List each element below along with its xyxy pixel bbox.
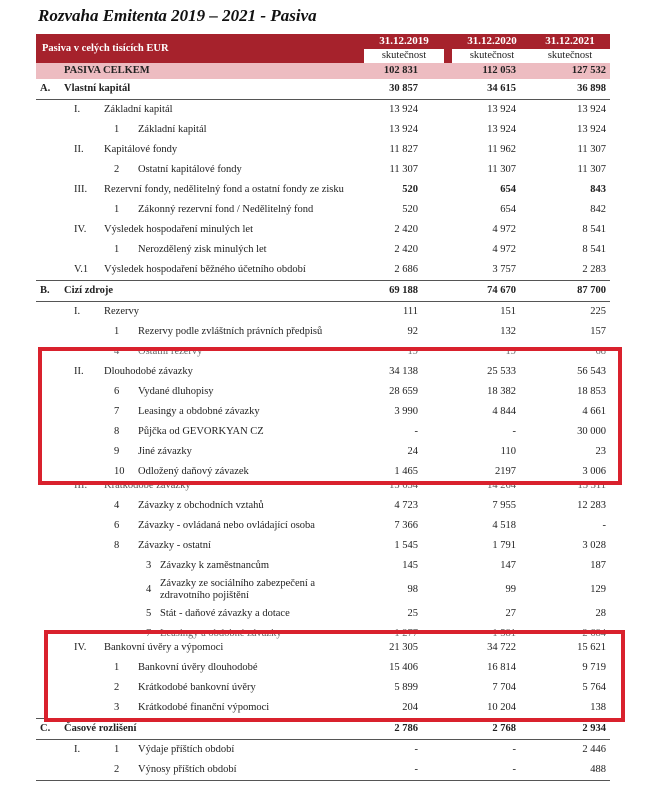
value-2020: 11 307 bbox=[487, 164, 516, 175]
table-row bbox=[36, 604, 610, 624]
value-2020: 4 518 bbox=[492, 520, 516, 531]
row-code: 1 bbox=[114, 662, 120, 673]
value-2021: 2 283 bbox=[582, 264, 606, 275]
header-date: 31.12.2020 bbox=[467, 35, 517, 47]
row-code: 4 bbox=[146, 584, 152, 595]
table-row bbox=[36, 220, 610, 240]
value-2019: 24 bbox=[407, 446, 418, 457]
value-2021: 127 532 bbox=[571, 65, 606, 76]
header-col-2019 bbox=[364, 34, 444, 63]
value-2020: 147 bbox=[500, 560, 516, 571]
row-code: 6 bbox=[114, 386, 120, 397]
value-2021: 36 898 bbox=[577, 83, 606, 94]
table-row bbox=[36, 740, 610, 760]
row-name: Výsledek hospodaření minulých let bbox=[104, 224, 254, 235]
row-code: 1 bbox=[114, 204, 120, 215]
value-2019: 520 bbox=[402, 204, 418, 215]
value-2019: 3 990 bbox=[394, 406, 418, 417]
row-name: PASIVA CELKEM bbox=[64, 65, 150, 76]
value-2021: 15 311 bbox=[577, 480, 606, 491]
row-name: Rezervy podle zvláštních právních předpisů bbox=[138, 326, 323, 337]
value-2020: 74 670 bbox=[487, 285, 516, 296]
value-2019: 4 723 bbox=[394, 500, 418, 511]
table-row-obscured bbox=[36, 342, 610, 357]
value-2019: 28 659 bbox=[389, 386, 418, 397]
header-label: Pasiva v celých tisících EUR bbox=[42, 43, 169, 54]
value-2019: - bbox=[414, 426, 418, 437]
row-name: Půjčka od GEVORKYAN CZ bbox=[138, 426, 264, 437]
value-2020: - bbox=[512, 426, 516, 437]
value-2020: 7 955 bbox=[492, 500, 516, 511]
row-name: Časové rozlišení bbox=[64, 723, 137, 734]
value-2020: 10 204 bbox=[487, 702, 516, 713]
table-row bbox=[36, 160, 610, 180]
row-name: Dlouhodobé závazky bbox=[104, 366, 193, 377]
value-2021: 5 764 bbox=[582, 682, 606, 693]
row-code: B. bbox=[40, 285, 50, 296]
table-row bbox=[36, 698, 610, 719]
row-subcode: 1 bbox=[114, 744, 120, 755]
value-2019: 13 924 bbox=[389, 124, 418, 135]
header-date: 31.12.2019 bbox=[379, 35, 429, 47]
value-2021: 3 028 bbox=[582, 540, 606, 551]
header-sub: skutečnost bbox=[452, 49, 532, 63]
table-row bbox=[36, 658, 610, 678]
row-name: Nerozdělený zisk minulých let bbox=[138, 244, 267, 255]
table-row-obscured bbox=[36, 624, 610, 639]
row-code: 7 bbox=[146, 628, 152, 639]
table-row bbox=[36, 302, 610, 322]
value-2020: 4 844 bbox=[492, 406, 516, 417]
row-name: Závazky - ovládaná nebo ovládající osoba bbox=[138, 520, 315, 531]
value-2020: - bbox=[512, 744, 516, 755]
row-name: Leasingy a obdobné závazky bbox=[160, 628, 282, 639]
value-2019: 11 827 bbox=[389, 144, 418, 155]
table-row bbox=[36, 120, 610, 140]
value-2019: 21 305 bbox=[389, 642, 418, 653]
row-code: I. bbox=[74, 744, 81, 755]
value-2020: 1 581 bbox=[492, 628, 516, 639]
value-2019: 98 bbox=[407, 584, 418, 595]
row-name: Rezervní fondy, nedělitelný fond a ostatní fondy ze zisku bbox=[104, 184, 344, 195]
table-header bbox=[36, 34, 610, 63]
row-code: 2 bbox=[114, 682, 120, 693]
value-2020: 34 722 bbox=[487, 642, 516, 653]
value-2021: 138 bbox=[590, 702, 606, 713]
row-code: 8 bbox=[114, 540, 120, 551]
value-2019: 111 bbox=[403, 306, 418, 317]
row-code: IV. bbox=[74, 642, 87, 653]
row-name: Ostatní rezervy bbox=[138, 346, 203, 357]
row-code: 1 bbox=[114, 244, 120, 255]
table-row bbox=[36, 260, 610, 281]
value-2019: 102 831 bbox=[383, 65, 418, 76]
value-2021: - bbox=[602, 520, 606, 531]
value-2021: 129 bbox=[590, 584, 606, 595]
row-name: Závazky k zaměstnancům bbox=[160, 560, 270, 571]
table-row-total bbox=[36, 63, 610, 79]
table-row bbox=[36, 760, 610, 781]
value-2020: 16 814 bbox=[487, 662, 516, 673]
row-code: 9 bbox=[114, 446, 120, 457]
row-name: Odložený daňový závazek bbox=[138, 466, 249, 477]
row-code: 10 bbox=[114, 466, 125, 477]
value-2019: 30 857 bbox=[389, 83, 418, 94]
value-2019: - bbox=[414, 764, 418, 775]
value-2019: 145 bbox=[402, 560, 418, 571]
table-row bbox=[36, 638, 610, 658]
row-name: Cizí zdroje bbox=[64, 285, 114, 296]
value-2019: 1 465 bbox=[394, 466, 418, 477]
value-2019: 2 786 bbox=[394, 723, 418, 734]
value-2020: 112 053 bbox=[482, 65, 516, 76]
value-2020: 2197 bbox=[495, 466, 516, 477]
value-2021: 2 684 bbox=[582, 628, 606, 639]
value-2021: 488 bbox=[590, 764, 606, 775]
row-code: 4 bbox=[114, 500, 120, 511]
row-code: III. bbox=[74, 480, 88, 491]
value-2020: 132 bbox=[500, 326, 516, 337]
row-code: 3 bbox=[114, 702, 120, 713]
header-sub: skutečnost bbox=[530, 49, 610, 63]
table-row-section bbox=[36, 79, 610, 100]
row-name: Krátkodobé bankovní úvěry bbox=[138, 682, 256, 693]
value-2019: 2 420 bbox=[394, 224, 418, 235]
value-2021: 30 000 bbox=[577, 426, 606, 437]
table-row bbox=[36, 362, 610, 382]
value-2020: 151 bbox=[500, 306, 516, 317]
row-name: Vlastní kapitál bbox=[64, 83, 131, 94]
value-2021: 23 bbox=[595, 446, 606, 457]
value-2021: 225 bbox=[590, 306, 606, 317]
value-2020: 4 972 bbox=[492, 244, 516, 255]
table-row bbox=[36, 140, 610, 160]
row-name: Zákonný rezervní fond / Nedělitelný fond bbox=[138, 204, 314, 215]
row-name: Rezervy bbox=[104, 306, 139, 317]
balance-sheet-table bbox=[36, 34, 610, 781]
header-col-2020 bbox=[452, 34, 532, 63]
value-2021: 4 661 bbox=[582, 406, 606, 417]
row-name: Závazky z obchodních vztahů bbox=[138, 500, 264, 511]
value-2020: 2 768 bbox=[492, 723, 516, 734]
value-2019: 2 420 bbox=[394, 244, 418, 255]
value-2020: 13 924 bbox=[487, 124, 516, 135]
value-2019: 1 545 bbox=[394, 540, 418, 551]
row-code: A. bbox=[40, 83, 51, 94]
table-row bbox=[36, 576, 610, 604]
value-2020: - bbox=[512, 764, 516, 775]
table-row bbox=[36, 240, 610, 260]
value-2021: 56 543 bbox=[577, 366, 606, 377]
row-name: Závazky - ostatní bbox=[138, 540, 211, 551]
row-code: I. bbox=[74, 104, 81, 115]
value-2020: 27 bbox=[505, 608, 516, 619]
table-row bbox=[36, 442, 610, 462]
value-2021: 87 700 bbox=[577, 285, 606, 296]
value-2021: 8 541 bbox=[582, 244, 606, 255]
row-code: 2 bbox=[114, 164, 120, 175]
row-name: Krátkodobé závazky bbox=[104, 480, 191, 491]
value-2021: 15 621 bbox=[577, 642, 606, 653]
value-2019: 19 bbox=[407, 346, 418, 357]
row-name: Vydané dluhopisy bbox=[138, 386, 214, 397]
row-name-line2: zdravotního pojištění bbox=[160, 590, 249, 601]
value-2021: 843 bbox=[590, 184, 606, 195]
value-2021: 13 924 bbox=[577, 104, 606, 115]
row-name bbox=[160, 578, 315, 602]
value-2020: 99 bbox=[505, 584, 516, 595]
row-name: Výnosy příštích období bbox=[138, 764, 237, 775]
value-2021: 28 bbox=[595, 608, 606, 619]
header-sub: skutečnost bbox=[364, 49, 444, 63]
table-row bbox=[36, 200, 610, 220]
value-2021: 8 541 bbox=[582, 224, 606, 235]
table-row bbox=[36, 462, 610, 482]
value-2019: 520 bbox=[402, 184, 418, 195]
row-code: 6 bbox=[114, 520, 120, 531]
value-2019: 7 366 bbox=[394, 520, 418, 531]
value-2019: 2 686 bbox=[394, 264, 418, 275]
row-code: II. bbox=[74, 144, 84, 155]
value-2020: 19 bbox=[505, 346, 516, 357]
value-2019: - bbox=[414, 744, 418, 755]
value-2020: 7 704 bbox=[492, 682, 516, 693]
table-row bbox=[36, 496, 610, 516]
document-title: Rozvaha Emitenta 2019 – 2021 - Pasiva bbox=[38, 6, 317, 25]
table-row bbox=[36, 322, 610, 342]
row-name: Ostatní kapitálové fondy bbox=[138, 164, 242, 175]
row-name: Bankovní úvěry dlouhodobé bbox=[138, 662, 258, 673]
value-2019: 92 bbox=[407, 326, 418, 337]
header-date: 31.12.2021 bbox=[545, 35, 595, 47]
value-2019: 13 634 bbox=[389, 480, 418, 491]
value-2019: 69 188 bbox=[389, 285, 418, 296]
value-2019: 1 277 bbox=[394, 628, 418, 639]
row-code: 1 bbox=[114, 326, 120, 337]
value-2021: 13 924 bbox=[577, 124, 606, 135]
row-code: II. bbox=[74, 366, 84, 377]
row-code: 4 bbox=[114, 346, 120, 357]
header-col-2021 bbox=[530, 34, 610, 63]
value-2019: 15 406 bbox=[389, 662, 418, 673]
value-2019: 11 307 bbox=[389, 164, 418, 175]
table-row bbox=[36, 536, 610, 556]
value-2021: 9 719 bbox=[582, 662, 606, 673]
row-name: Základní kapitál bbox=[138, 124, 207, 135]
row-code: 1 bbox=[114, 124, 120, 135]
value-2020: 34 615 bbox=[487, 83, 516, 94]
row-name: Krátkodobé finanční výpomoci bbox=[138, 702, 270, 713]
value-2019: 25 bbox=[407, 608, 418, 619]
value-2021: 12 283 bbox=[577, 500, 606, 511]
value-2021: 11 307 bbox=[577, 164, 606, 175]
value-2020: 3 757 bbox=[492, 264, 516, 275]
table-row bbox=[36, 422, 610, 442]
value-2019: 5 899 bbox=[394, 682, 418, 693]
value-2021: 3 006 bbox=[582, 466, 606, 477]
value-2021: 157 bbox=[590, 326, 606, 337]
value-2021: 68 bbox=[595, 346, 606, 357]
value-2020: 25 533 bbox=[487, 366, 516, 377]
value-2021: 11 307 bbox=[577, 144, 606, 155]
table-row bbox=[36, 402, 610, 422]
row-name: Výdaje příštích období bbox=[138, 744, 235, 755]
value-2020: 14 264 bbox=[487, 480, 516, 491]
row-code: 7 bbox=[114, 406, 120, 417]
table-row bbox=[36, 516, 610, 536]
row-code: 5 bbox=[146, 608, 152, 619]
value-2020: 1 791 bbox=[492, 540, 516, 551]
row-name-line1: Závazky ze sociálního zabezpečení a bbox=[160, 578, 316, 589]
row-name: Stát - daňové závazky a dotace bbox=[160, 608, 290, 619]
row-code: III. bbox=[74, 184, 88, 195]
table-row bbox=[36, 180, 610, 200]
row-subcode: 2 bbox=[114, 764, 120, 775]
value-2021: 2 446 bbox=[582, 744, 606, 755]
value-2021: 2 934 bbox=[582, 723, 606, 734]
row-code: 3 bbox=[146, 560, 152, 571]
row-code: I. bbox=[74, 306, 81, 317]
table-row bbox=[36, 678, 610, 698]
value-2020: 18 382 bbox=[487, 386, 516, 397]
value-2020: 4 972 bbox=[492, 224, 516, 235]
row-code: 8 bbox=[114, 426, 120, 437]
row-name: Leasingy a obdobné závazky bbox=[138, 406, 260, 417]
value-2020: 11 962 bbox=[487, 144, 516, 155]
value-2021: 187 bbox=[590, 560, 606, 571]
table-row-obscured bbox=[36, 482, 610, 496]
row-name: Bankovní úvěry a výpomoci bbox=[104, 642, 224, 653]
value-2020: 654 bbox=[500, 184, 516, 195]
value-2020: 654 bbox=[500, 204, 516, 215]
table-row-section bbox=[36, 719, 610, 740]
table-row bbox=[36, 382, 610, 402]
row-name: Výsledek hospodaření běžného účetního období bbox=[104, 264, 306, 275]
row-name: Kapitálové fondy bbox=[104, 144, 178, 155]
value-2019: 204 bbox=[402, 702, 418, 713]
value-2019: 34 138 bbox=[389, 366, 418, 377]
row-code: C. bbox=[40, 723, 51, 734]
table-row bbox=[36, 100, 610, 120]
value-2019: 13 924 bbox=[389, 104, 418, 115]
row-name: Jiné závazky bbox=[138, 446, 192, 457]
value-2021: 842 bbox=[590, 204, 606, 215]
row-code: IV. bbox=[74, 224, 87, 235]
value-2021: 18 853 bbox=[577, 386, 606, 397]
table-row bbox=[36, 556, 610, 576]
value-2020: 13 924 bbox=[487, 104, 516, 115]
row-code: V.1 bbox=[74, 264, 89, 275]
row-name: Základní kapitál bbox=[104, 104, 173, 115]
table-row-section bbox=[36, 281, 610, 302]
value-2020: 110 bbox=[500, 446, 516, 457]
